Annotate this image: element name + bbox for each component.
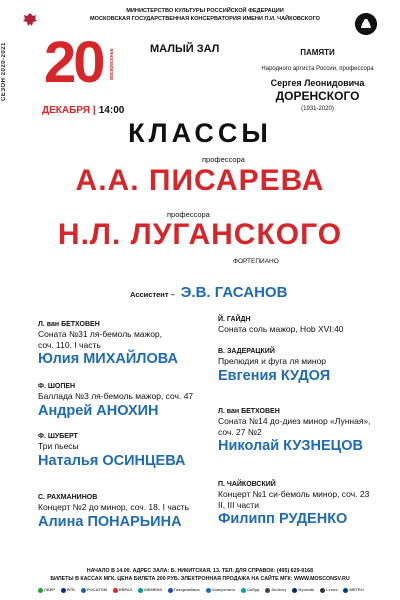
program-item xyxy=(218,407,390,455)
composer: П. ЧАЙКОВСКИЙ xyxy=(218,481,276,488)
instrument-label: ФОРТЕПИАНО xyxy=(233,258,279,265)
sponsor-logo xyxy=(206,587,236,592)
memorial-years: (1931-2020) xyxy=(301,106,334,112)
sponsor-logo xyxy=(61,587,75,592)
sponsor-name: ЕВРАЗ xyxy=(118,587,133,593)
sponsor-mark-icon xyxy=(241,588,246,593)
performer: Алина ПОНАРЬИНА xyxy=(38,513,182,530)
sponsor-mark-icon xyxy=(38,588,43,593)
program-item xyxy=(38,432,210,470)
sponsor-name: Hyundai xyxy=(298,587,315,593)
assistant-name: Э.В. ГАСАНОВ xyxy=(180,284,288,301)
sponsor-logo xyxy=(138,587,162,592)
hall-name: МАЛЫЙ ЗАЛ xyxy=(150,43,220,55)
conservatory-logo-icon xyxy=(355,13,377,35)
sponsor-name: Сибур xyxy=(247,587,260,593)
sponsor-mark-icon xyxy=(81,588,86,593)
performer: Юлия МИХАЙЛОВА xyxy=(38,351,178,367)
work-title: Соната соль мажор, Hob XVI:40 xyxy=(218,324,344,334)
concert-date xyxy=(42,105,124,116)
composer: С. РАХМАНИНОВ xyxy=(38,494,98,501)
footer-tickets: БИЛЕТЫ В КАССАХ МГК. ЦЕНА БИЛЕТА 200 РУБ. ЭЛЕКТРОННАЯ ПРОДАЖА НА САЙТЕ МГК: WWW.MOSCONSV.RU xyxy=(50,576,350,582)
sponsor-mark-icon xyxy=(320,588,325,593)
work-title: Концерт №2 до минор, соч. 18. I часть xyxy=(38,502,190,512)
program-item xyxy=(38,493,210,531)
memorial-name: Сергея Леонидовича xyxy=(270,78,365,88)
sponsor-name: SIEMENS xyxy=(144,587,163,593)
composer: Л. ван БЕТХОВЕН xyxy=(218,408,280,415)
concert-month: ДЕКАБРЯ xyxy=(42,105,90,116)
sponsor-name: Северсталь xyxy=(211,587,236,593)
sponsor-logos xyxy=(38,584,364,596)
sponsor-mark-icon xyxy=(265,588,270,593)
sponsor-logo xyxy=(265,587,286,592)
performer: Наталья ОСИНЦЕВА xyxy=(38,452,186,469)
performer: Андрей АНОХИН xyxy=(38,402,159,419)
professor-name: Н.Л. ЛУГАНСКОГО xyxy=(57,218,343,251)
concert-time: 14:00 xyxy=(98,105,125,116)
work-title: II, III части xyxy=(218,499,259,510)
program-item xyxy=(218,315,390,335)
sponsor-name: СБЕР xyxy=(44,587,56,593)
composer: Ф. ШОПЕН xyxy=(38,383,76,390)
sponsor-logo xyxy=(38,587,55,592)
professor-label: профессора xyxy=(202,155,245,164)
concert-weekday: воскресенье xyxy=(109,48,115,80)
sponsor-mark-icon xyxy=(292,588,297,593)
season-label: СЕЗОН 2020-2021 xyxy=(1,42,7,102)
program-item xyxy=(38,320,210,368)
date-separator: | xyxy=(92,105,96,116)
composer: Л. ван БЕТХОВЕН xyxy=(38,321,100,328)
memorial-subtitle: Народного артиста России, профессора xyxy=(261,66,374,72)
assistant-label: Ассистент – xyxy=(130,290,175,299)
assistant-line xyxy=(130,284,287,302)
sponsor-name: Lexus xyxy=(326,587,338,593)
sponsor-mark-icon xyxy=(61,588,66,593)
headline: КЛАССЫ xyxy=(128,118,272,148)
emblem-caption xyxy=(14,30,48,34)
professor-name: А.А. ПИСАРЕВА xyxy=(75,164,325,197)
sponsor-mark-icon xyxy=(343,588,348,593)
footer-info: НАЧАЛО В 14.00. АДРЕС ЗАЛА: Б. НИКИТСКАЯ, 13. ТЕЛ. ДЛЯ СПРАВОК: (495) 629-9168 xyxy=(86,568,314,574)
sponsor-name: Газпромбанк xyxy=(173,587,200,593)
sponsor-mark-icon xyxy=(206,588,211,593)
sponsor-mark-icon xyxy=(138,588,143,593)
memorial-surname: ДОРЕНСКОГО xyxy=(275,89,360,103)
sponsor-name: Suntory xyxy=(271,587,287,593)
program-item xyxy=(218,347,390,385)
work-title: Баллада №3 ля-бемоль мажор, соч. 47 xyxy=(38,391,194,401)
sponsor-mark-icon xyxy=(168,588,173,593)
sponsor-mark-icon xyxy=(113,588,118,593)
sponsor-logo xyxy=(241,587,259,592)
conservatory-name: МОСКОВСКАЯ ГОСУДАРСТВЕННАЯ КОНСЕРВАТОРИЯ ИМЕНИ П.И. ЧАЙКОВСКОГО xyxy=(89,16,321,22)
sponsor-logo xyxy=(320,587,338,592)
work-title: Соната №14 до-диез минор «Лунная», xyxy=(218,416,371,426)
sponsor-logo xyxy=(292,587,314,592)
memorial-title: ПАМЯТИ xyxy=(300,48,335,57)
work-title: соч. 110. I часть xyxy=(38,339,101,350)
program-item xyxy=(218,480,390,528)
performer: Евгения КУДОЯ xyxy=(218,367,331,384)
program-item xyxy=(38,382,210,420)
ministry-emblem-icon xyxy=(22,12,38,28)
composer: В. ЗАДЕРАЦКИЙ xyxy=(218,348,275,355)
sponsor-logo xyxy=(113,587,132,592)
work-title: Концерт №1 си-бемоль минор, соч. 23 xyxy=(218,489,370,499)
performer: Николай КУЗНЕЦОВ xyxy=(218,438,363,454)
sponsor-name: METRO xyxy=(349,587,364,593)
work-title: Соната №31 ля-бемоль мажор, xyxy=(38,329,163,339)
performer: Филипп РУДЕНКО xyxy=(218,511,348,527)
sponsor-name: ВТБ xyxy=(67,587,76,593)
sponsor-logo xyxy=(168,587,200,592)
sponsor-logo xyxy=(343,587,363,592)
composer: Ф. ШУБЕРТ xyxy=(38,433,78,440)
composer: Й. ГАЙДН xyxy=(218,316,251,323)
professor-label: профессора xyxy=(167,210,210,219)
ministry-name: МИНИСТЕРСТВО КУЛЬТУРЫ РОССИЙСКОЙ ФЕДЕРАЦИИ xyxy=(126,8,284,14)
work-title: соч. 27 №2 xyxy=(218,426,262,437)
work-title: Прелюдия и фуга ля минор xyxy=(218,356,327,366)
sponsor-name: РОСАТОМ xyxy=(86,587,107,593)
concert-day: 20 xyxy=(44,30,103,95)
sponsor-logo xyxy=(81,587,107,592)
work-title: Три пьесы xyxy=(38,441,79,451)
